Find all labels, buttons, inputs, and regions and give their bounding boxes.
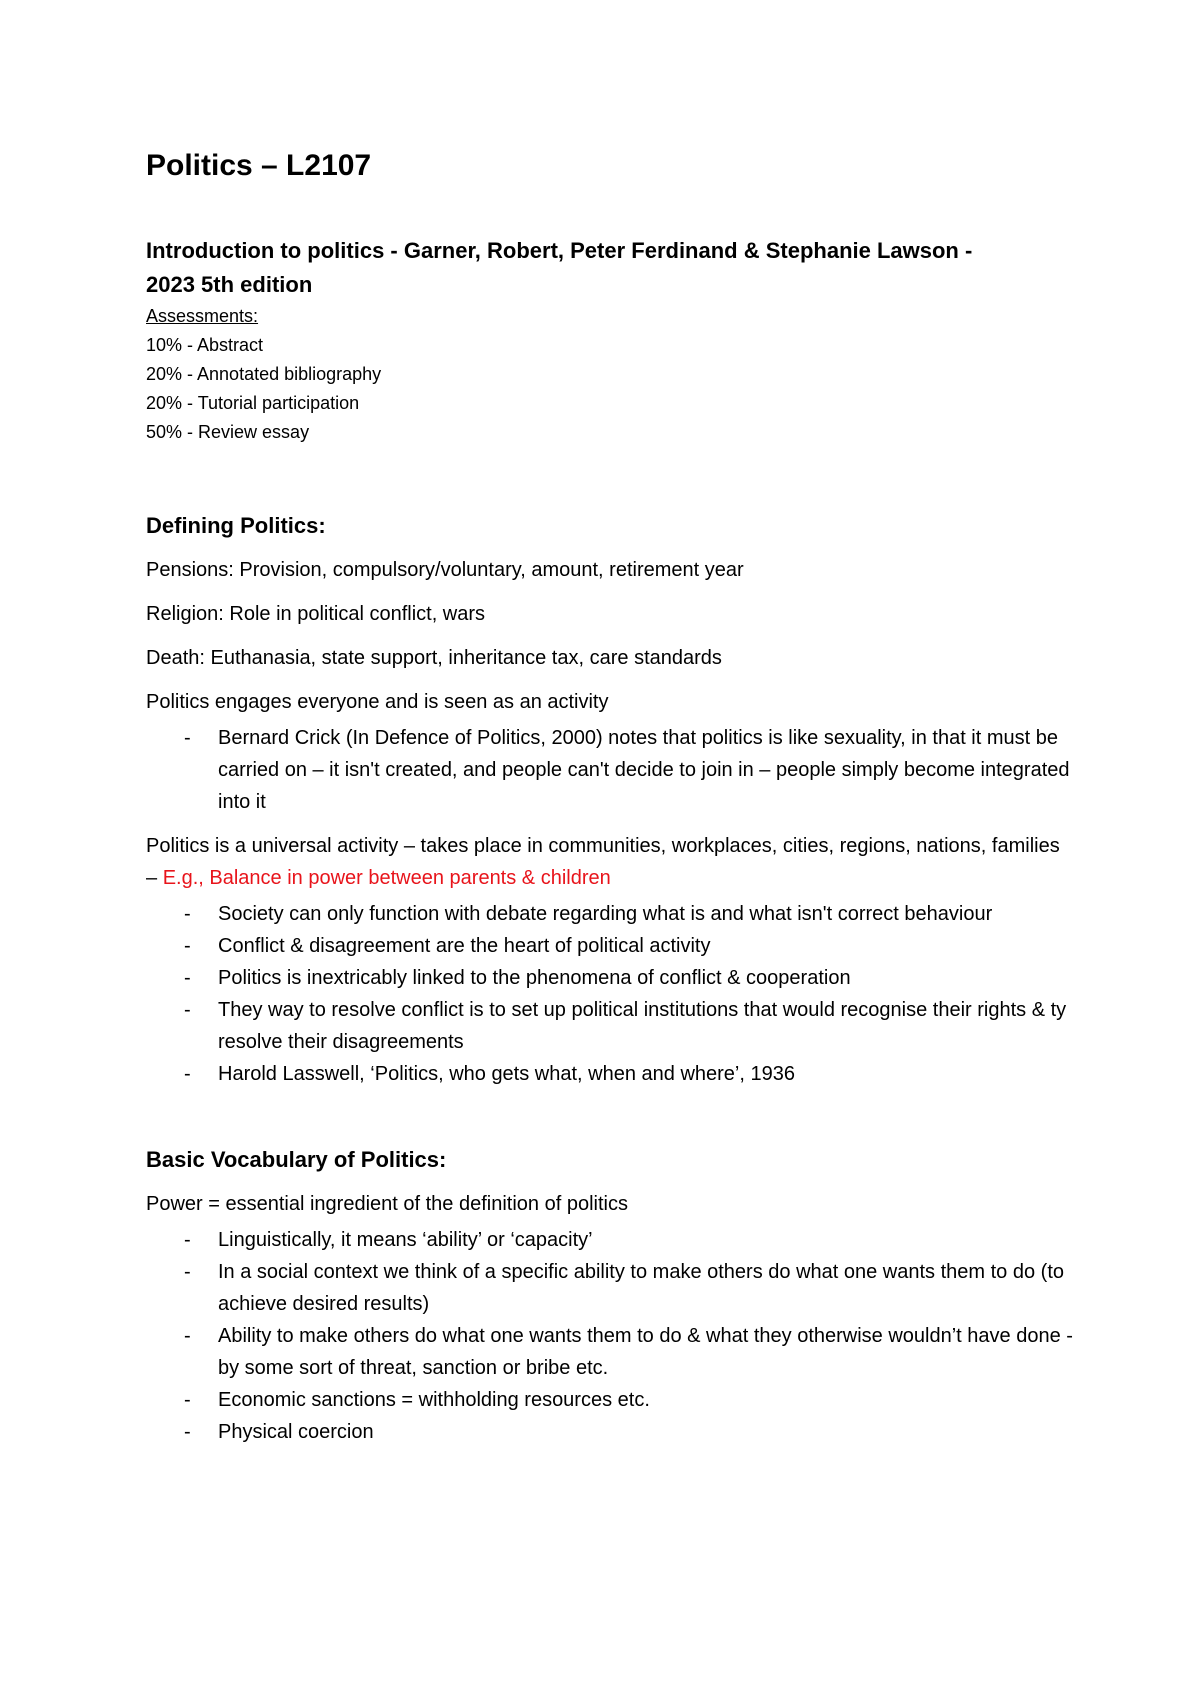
list-item-text: Conflict & disagreement are the heart of political activity [218,935,711,957]
list-item [146,994,1076,1058]
power-bullet-list [146,1224,1076,1448]
bullet-dash: - [184,1421,191,1443]
religion-paragraph: Religion: Role in political conflict, wars [146,603,486,625]
book-citation-line-1: Introduction to politics - Garner, Robert, Peter Ferdinand & Stephanie Lawson - [146,238,973,263]
list-item-text: Bernard Crick (In Defence of Politics, 2000) notes that politics is like sexuality, in that it must be carried on – it isn't created, and people can't decide to join in – people simply become integrated into it [218,727,1070,813]
list-item [146,722,1076,818]
list-item-text: Society can only function with debate regarding what is and what isn't correct behaviour [218,903,993,925]
universal-activity-text: Politics is a universal activity – takes place in communities, workplaces, cities, regions, nations, families – [146,835,1060,889]
list-item [146,962,1076,994]
death-paragraph: Death: Euthanasia, state support, inheritance tax, care standards [146,647,722,669]
list-item [146,930,1076,962]
bullet-dash: - [184,935,191,957]
highlighted-example: E.g., Balance in power between parents & children [162,867,611,889]
list-item [146,1058,1076,1090]
list-item-text: Economic sanctions = withholding resources etc. [218,1389,650,1411]
list-item [146,898,1076,930]
assessment-item: 20% - Annotated bibliography [146,364,382,384]
list-item-text: Physical coercion [218,1421,374,1443]
document-title: Politics – L2107 [146,149,372,182]
crick-bullet-list [146,722,1076,818]
list-item-text: Politics is inextricably linked to the phenomena of conflict & cooperation [218,967,851,989]
assessment-item: 10% - Abstract [146,335,264,355]
document-page [146,146,1076,1460]
bullet-dash: - [184,1063,191,1085]
assessment-item: 20% - Tutorial participation [146,393,360,413]
spacer [146,1102,1076,1144]
power-paragraph: Power = essential ingredient of the definition of politics [146,1193,628,1215]
list-item-text: Ability to make others do what one wants them to do & what they otherwise wouldn’t have done - by some sort of threat, sanction or bribe etc. [218,1325,1073,1379]
defining-politics-heading: Defining Politics: [146,513,326,538]
universal-activity-paragraph [146,830,1076,894]
assessment-item: 50% - Review essay [146,422,310,442]
bullet-dash: - [184,1229,191,1251]
assessments-label: Assessments: [146,306,259,326]
pensions-paragraph: Pensions: Provision, compulsory/voluntary, amount, retirement year [146,559,744,581]
conflict-bullet-list [146,898,1076,1090]
list-item [146,1320,1076,1384]
list-item-text: Harold Lasswell, ‘Politics, who gets what, when and where’, 1936 [218,1063,795,1085]
list-item [146,1224,1076,1256]
list-item-text: They way to resolve conflict is to set up political institutions that would recognise their rights & ty resolve their disagreements [218,999,1067,1053]
book-citation-line-2: 2023 5th edition [146,272,313,297]
list-item [146,1256,1076,1320]
spacer [146,447,1076,510]
bullet-dash: - [184,999,191,1021]
basic-vocabulary-heading: Basic Vocabulary of Politics: [146,1147,447,1172]
bullet-dash: - [184,727,191,749]
bullet-dash: - [184,1261,191,1283]
politics-activity-paragraph: Politics engages everyone and is seen as an activity [146,691,609,713]
list-item-text: Linguistically, it means ‘ability’ or ‘capacity’ [218,1229,593,1251]
bullet-dash: - [184,1389,191,1411]
bullet-dash: - [184,967,191,989]
list-item [146,1416,1076,1448]
bullet-dash: - [184,903,191,925]
list-item [146,1384,1076,1416]
list-item-text: In a social context we think of a specific ability to make others do what one wants them to do (to achieve desired results) [218,1261,1064,1315]
bullet-dash: - [184,1325,191,1347]
